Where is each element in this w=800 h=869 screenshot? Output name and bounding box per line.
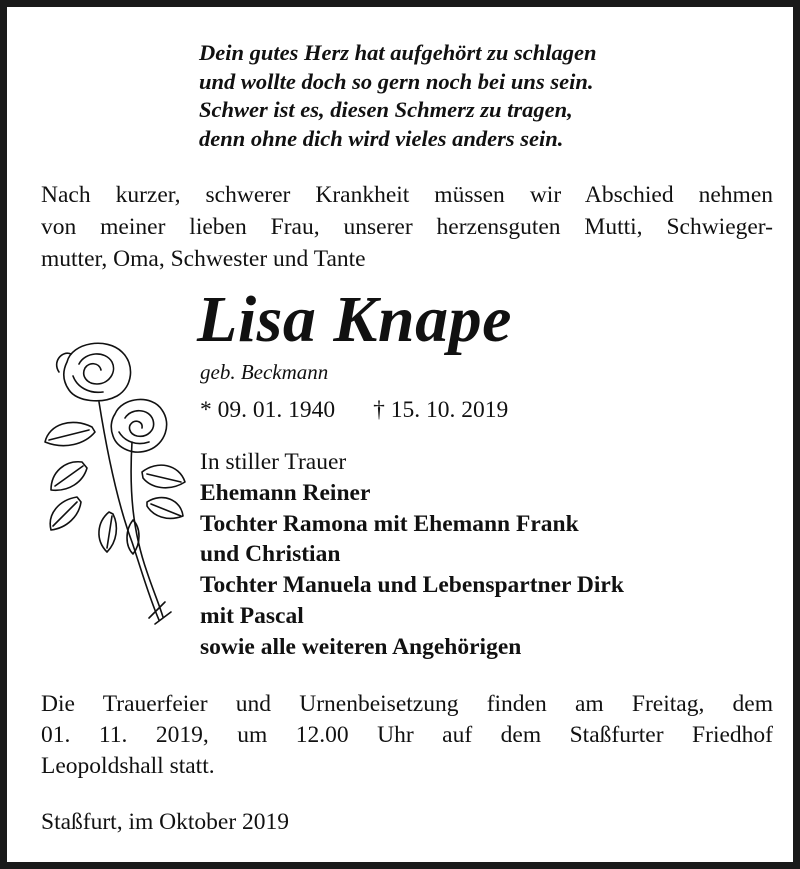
roses-icon [37,332,187,632]
funeral-details [41,689,773,782]
death-date: † 15. 10. 2019 [373,397,509,423]
funeral-line: 01. 11. 2019, um 12.00 Uhr auf dem Staßfurter Friedhof [41,722,773,748]
poem-line: und wollte doch so gern noch bei uns sein. [199,68,594,94]
poem-line: Schwer ist es, diesen Schmerz zu tragen, [199,97,573,122]
mourners-heading: In stiller Trauer [200,449,347,475]
intro-line: Nach kurzer, schwerer Krankheit müssen wir Abschied nehmen [41,182,773,208]
poem-line: denn ohne dich wird vieles anders sein. [199,125,564,151]
mourners-list [200,447,624,663]
place-and-date: Staßfurt, im Oktober 2019 [41,809,290,835]
mourner-line: mit Pascal [200,602,304,629]
mourner-line: Ehemann Reiner [200,479,371,506]
poem-line: Dein gutes Herz hat aufgehört zu schlagen [199,40,597,65]
memorial-poem [199,39,759,153]
intro-text [41,179,773,275]
maiden-name: geb. Beckmann [200,360,329,384]
mourner-line: und Christian [200,541,341,568]
funeral-line: Leopoldshall statt. [41,753,215,779]
birth-date: * 09. 01. 1940 [200,397,336,423]
deceased-name: Lisa Knape [197,283,512,356]
life-dates [200,395,508,425]
mourner-line: sowie alle weiteren Angehörigen [200,633,522,660]
intro-line: von meiner lieben Frau, unserer herzensguten Mutti, Schwieger- [41,214,773,240]
intro-line: mutter, Oma, Schwester und Tante [41,246,366,272]
mourner-line: Tochter Manuela und Lebenspartner Dirk [200,572,624,599]
funeral-line: Die Trauerfeier und Urnenbeisetzung finden am Freitag, dem [41,691,773,717]
mourner-line: Tochter Ramona mit Ehemann Frank [200,510,579,537]
